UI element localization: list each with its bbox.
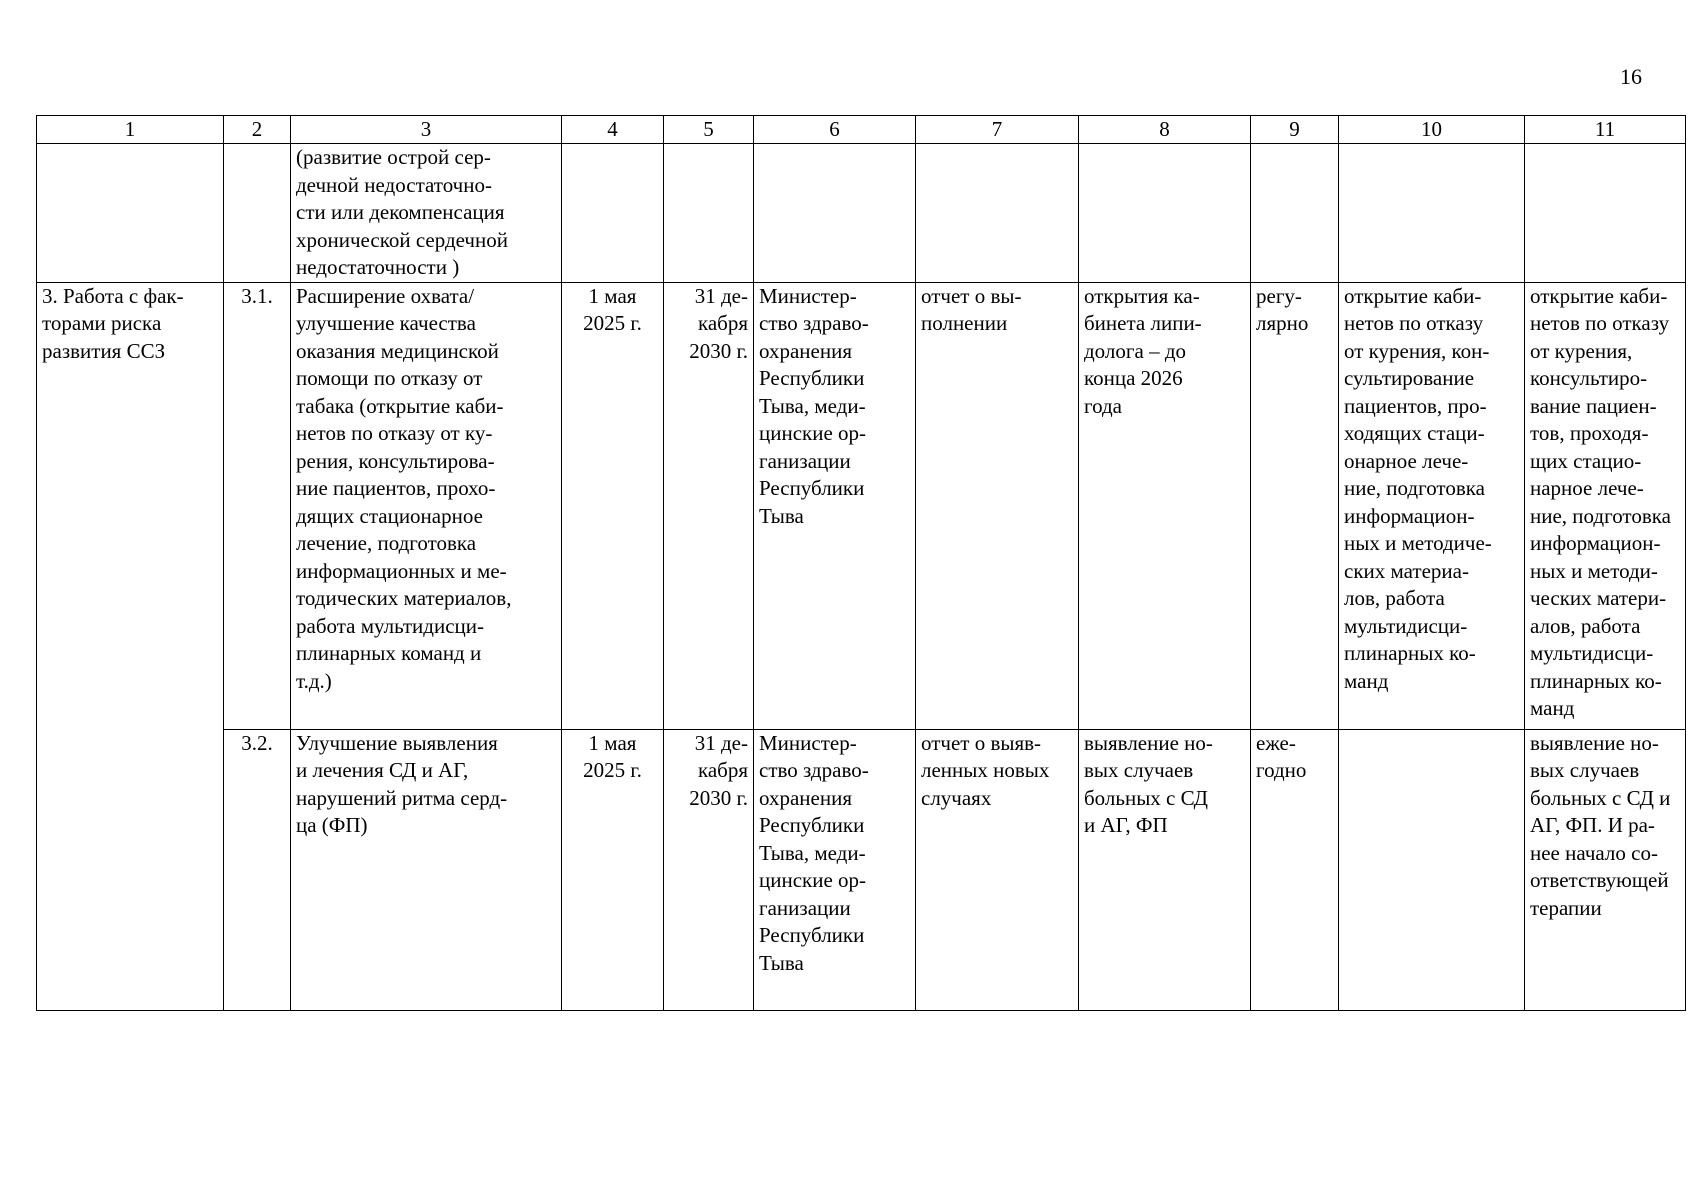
- cell-col-11: выявление но- вых случаев больных с СД и АГ, ФП. И ра- нее начало со- ответствующей терапии: [1525, 729, 1686, 1010]
- cell-responsible: Министер- ство здраво- охранения Республики Тыва, меди- цинские ор- ганизации Республики Тыва: [754, 282, 916, 729]
- cell-col-10: открытие каби- нетов по отказу от курения, кон- сультирование пациентов, про- ходящих стаци- онарное лече- ние, подготовка информацион- ных и методиче- ских материа- лов, работа мультидисци- плинарных ко- манд: [1339, 282, 1525, 729]
- cell-end-date: 31 де- кабря 2030 г.: [664, 729, 754, 1010]
- header-col-7: 7: [916, 116, 1079, 144]
- header-col-2: 2: [224, 116, 291, 144]
- cell-measure: Расширение охвата/ улучшение качества оказания медицинской помощи по отказу от табака (открытие каби- нетов по отказу от ку- рения, консультирова- ние пациентов, прохо- дящих стационарное лечение, подготовка информационных и ме- тодических материалов, работа мультидисци- плинарных команд и т.д.): [291, 282, 562, 729]
- header-col-6: 6: [754, 116, 916, 144]
- cell-report-type: отчет о вы- полнении: [916, 282, 1079, 729]
- cell-result: [1079, 144, 1251, 283]
- header-col-11: 11: [1525, 116, 1686, 144]
- cell-col-10: [1339, 729, 1525, 1010]
- measures-table: [36, 115, 1686, 1011]
- cell-result: выявление но- вых случаев больных с СД и АГ, ФП: [1079, 729, 1251, 1010]
- header-col-5: 5: [664, 116, 754, 144]
- header-col-8: 8: [1079, 116, 1251, 144]
- page-number: 16: [1620, 64, 1642, 89]
- header-col-10: 10: [1339, 116, 1525, 144]
- header-row: [37, 116, 1686, 144]
- header-col-4: 4: [562, 116, 664, 144]
- table-row-3-2: [37, 729, 1686, 1010]
- cell-responsible: [754, 144, 916, 283]
- cell-section: 3. Работа с фак- торами риска развития ССЗ: [37, 282, 224, 1010]
- cell-number: 3.2.: [224, 729, 291, 1010]
- cell-number: [224, 144, 291, 283]
- header-col-9: 9: [1251, 116, 1339, 144]
- cell-responsible: Министер- ство здраво- охранения Республики Тыва, меди- цинские ор- ганизации Республики Тыва: [754, 729, 916, 1010]
- cell-col-11: [1525, 144, 1686, 283]
- cell-frequency: еже- годно: [1251, 729, 1339, 1010]
- cell-number: 3.1.: [224, 282, 291, 729]
- cell-start-date: 1 мая 2025 г.: [562, 729, 664, 1010]
- cell-col-11: открытие каби- нетов по отказу от курения, консультиро- вание пациен- тов, проходя- щих стацио- нарное лече- ние, подготовка информацион- ных и методи- ческих матери- алов, работа мультидисци- плинарных ко- манд: [1525, 282, 1686, 729]
- cell-col-10: [1339, 144, 1525, 283]
- table-row-continuation: [37, 144, 1686, 283]
- cell-report-type: [916, 144, 1079, 283]
- cell-start-date: [562, 144, 664, 283]
- cell-result: открытия ка- бинета липи- долога – до конца 2026 года: [1079, 282, 1251, 729]
- cell-frequency: [1251, 144, 1339, 283]
- cell-frequency: регу- лярно: [1251, 282, 1339, 729]
- cell-report-type: отчет о выяв- ленных новых случаях: [916, 729, 1079, 1010]
- cell-measure: (развитие острой сер- дечной недостаточно- сти или декомпенсация хронической сердечной недостаточности ): [291, 144, 562, 283]
- header-col-1: 1: [37, 116, 224, 144]
- cell-start-date: 1 мая 2025 г.: [562, 282, 664, 729]
- cell-end-date: [664, 144, 754, 283]
- header-col-3: 3: [291, 116, 562, 144]
- cell-end-date: 31 де- кабря 2030 г.: [664, 282, 754, 729]
- cell-section: [37, 144, 224, 283]
- table-row-3-1: [37, 282, 1686, 729]
- cell-measure: Улучшение выявления и лечения СД и АГ, нарушений ритма серд- ца (ФП): [291, 729, 562, 1010]
